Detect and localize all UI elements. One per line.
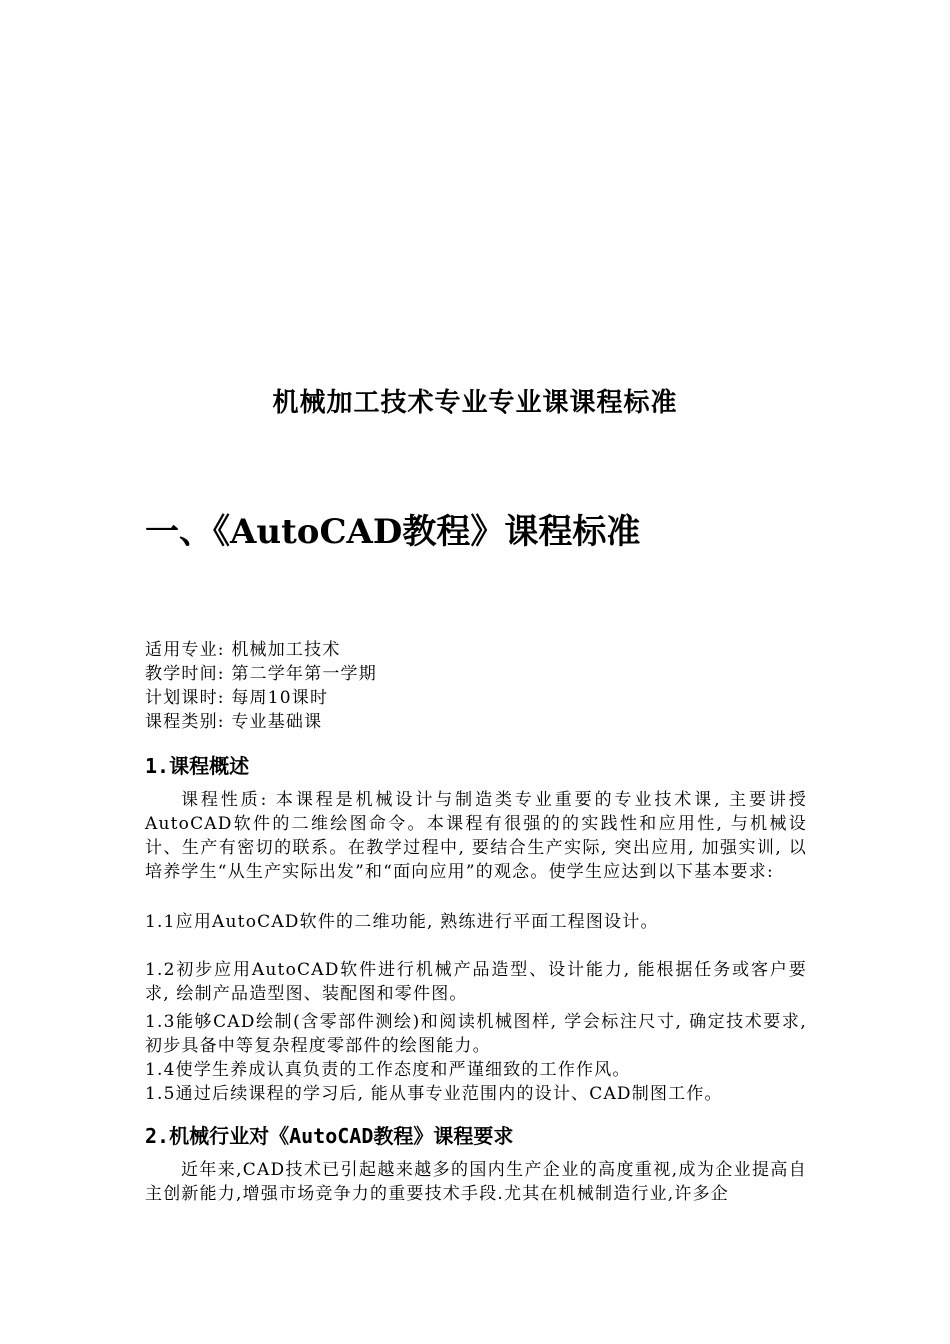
document-title: 机械加工技术专业专业课课程标准 (272, 388, 678, 418)
requirement-item-1-2: 1.2初步应用AutoCAD软件进行机械产品造型、设计能力, 能根据任务或客户要求, 绘制产品造型图、装配图和零件图。 (145, 960, 807, 1004)
section-2-intro: 近年来,CAD技术已引起越来越多的国内生产企业的高度重视,成为企业提高自主创新能力,增强市场竞争力的重要技术手段.尤其在机械制造行业,许多企 (145, 1160, 807, 1204)
meta-teaching-time: 教学时间: 第二学年第一学期 (145, 664, 377, 684)
requirement-item-1-1: 1.1应用AutoCAD软件的二维功能, 熟练进行平面工程图设计。 (145, 912, 659, 932)
requirement-item-1-5: 1.5通过后续课程的学习后, 能从事专业范围内的设计、CAD制图工作。 (145, 1084, 723, 1104)
meta-major: 适用专业: 机械加工技术 (145, 640, 341, 660)
section-1-intro: 课程性质: 本课程是机械设计与制造类专业重要的专业技术课, 主要讲授AutoCAD软件的二维绘图命令。本课程有很强的的实践性和应用性, 与机械设计、生产有密切的联系。在教学过程中, 要结合生产实际, 突出应用, 加强实训, 以培养学生“从生产实际出发”和“面向应用”的观念。使学生应达到以下基本要求: (145, 790, 807, 882)
section-2-heading: 2.机械行业对《AutoCAD教程》课程要求 (145, 1124, 514, 1148)
requirement-item-1-3: 1.3能够CAD绘制(含零部件测绘)和阅读机械图样, 学会标注尺寸, 确定技术要求, 初步具备中等复杂程度零部件的绘图能力。 (145, 1012, 807, 1056)
meta-class-hours: 计划课时: 每周10课时 (145, 688, 329, 708)
course-meta (145, 638, 815, 734)
chapter-title: 一、《AutoCAD教程》课程标准 (145, 512, 641, 552)
section-1-heading: 1.课程概述 (145, 754, 250, 778)
meta-course-type: 课程类别: 专业基础课 (145, 712, 323, 732)
requirement-item-1-4: 1.4使学生养成认真负责的工作态度和严谨细致的工作作风。 (145, 1060, 631, 1080)
